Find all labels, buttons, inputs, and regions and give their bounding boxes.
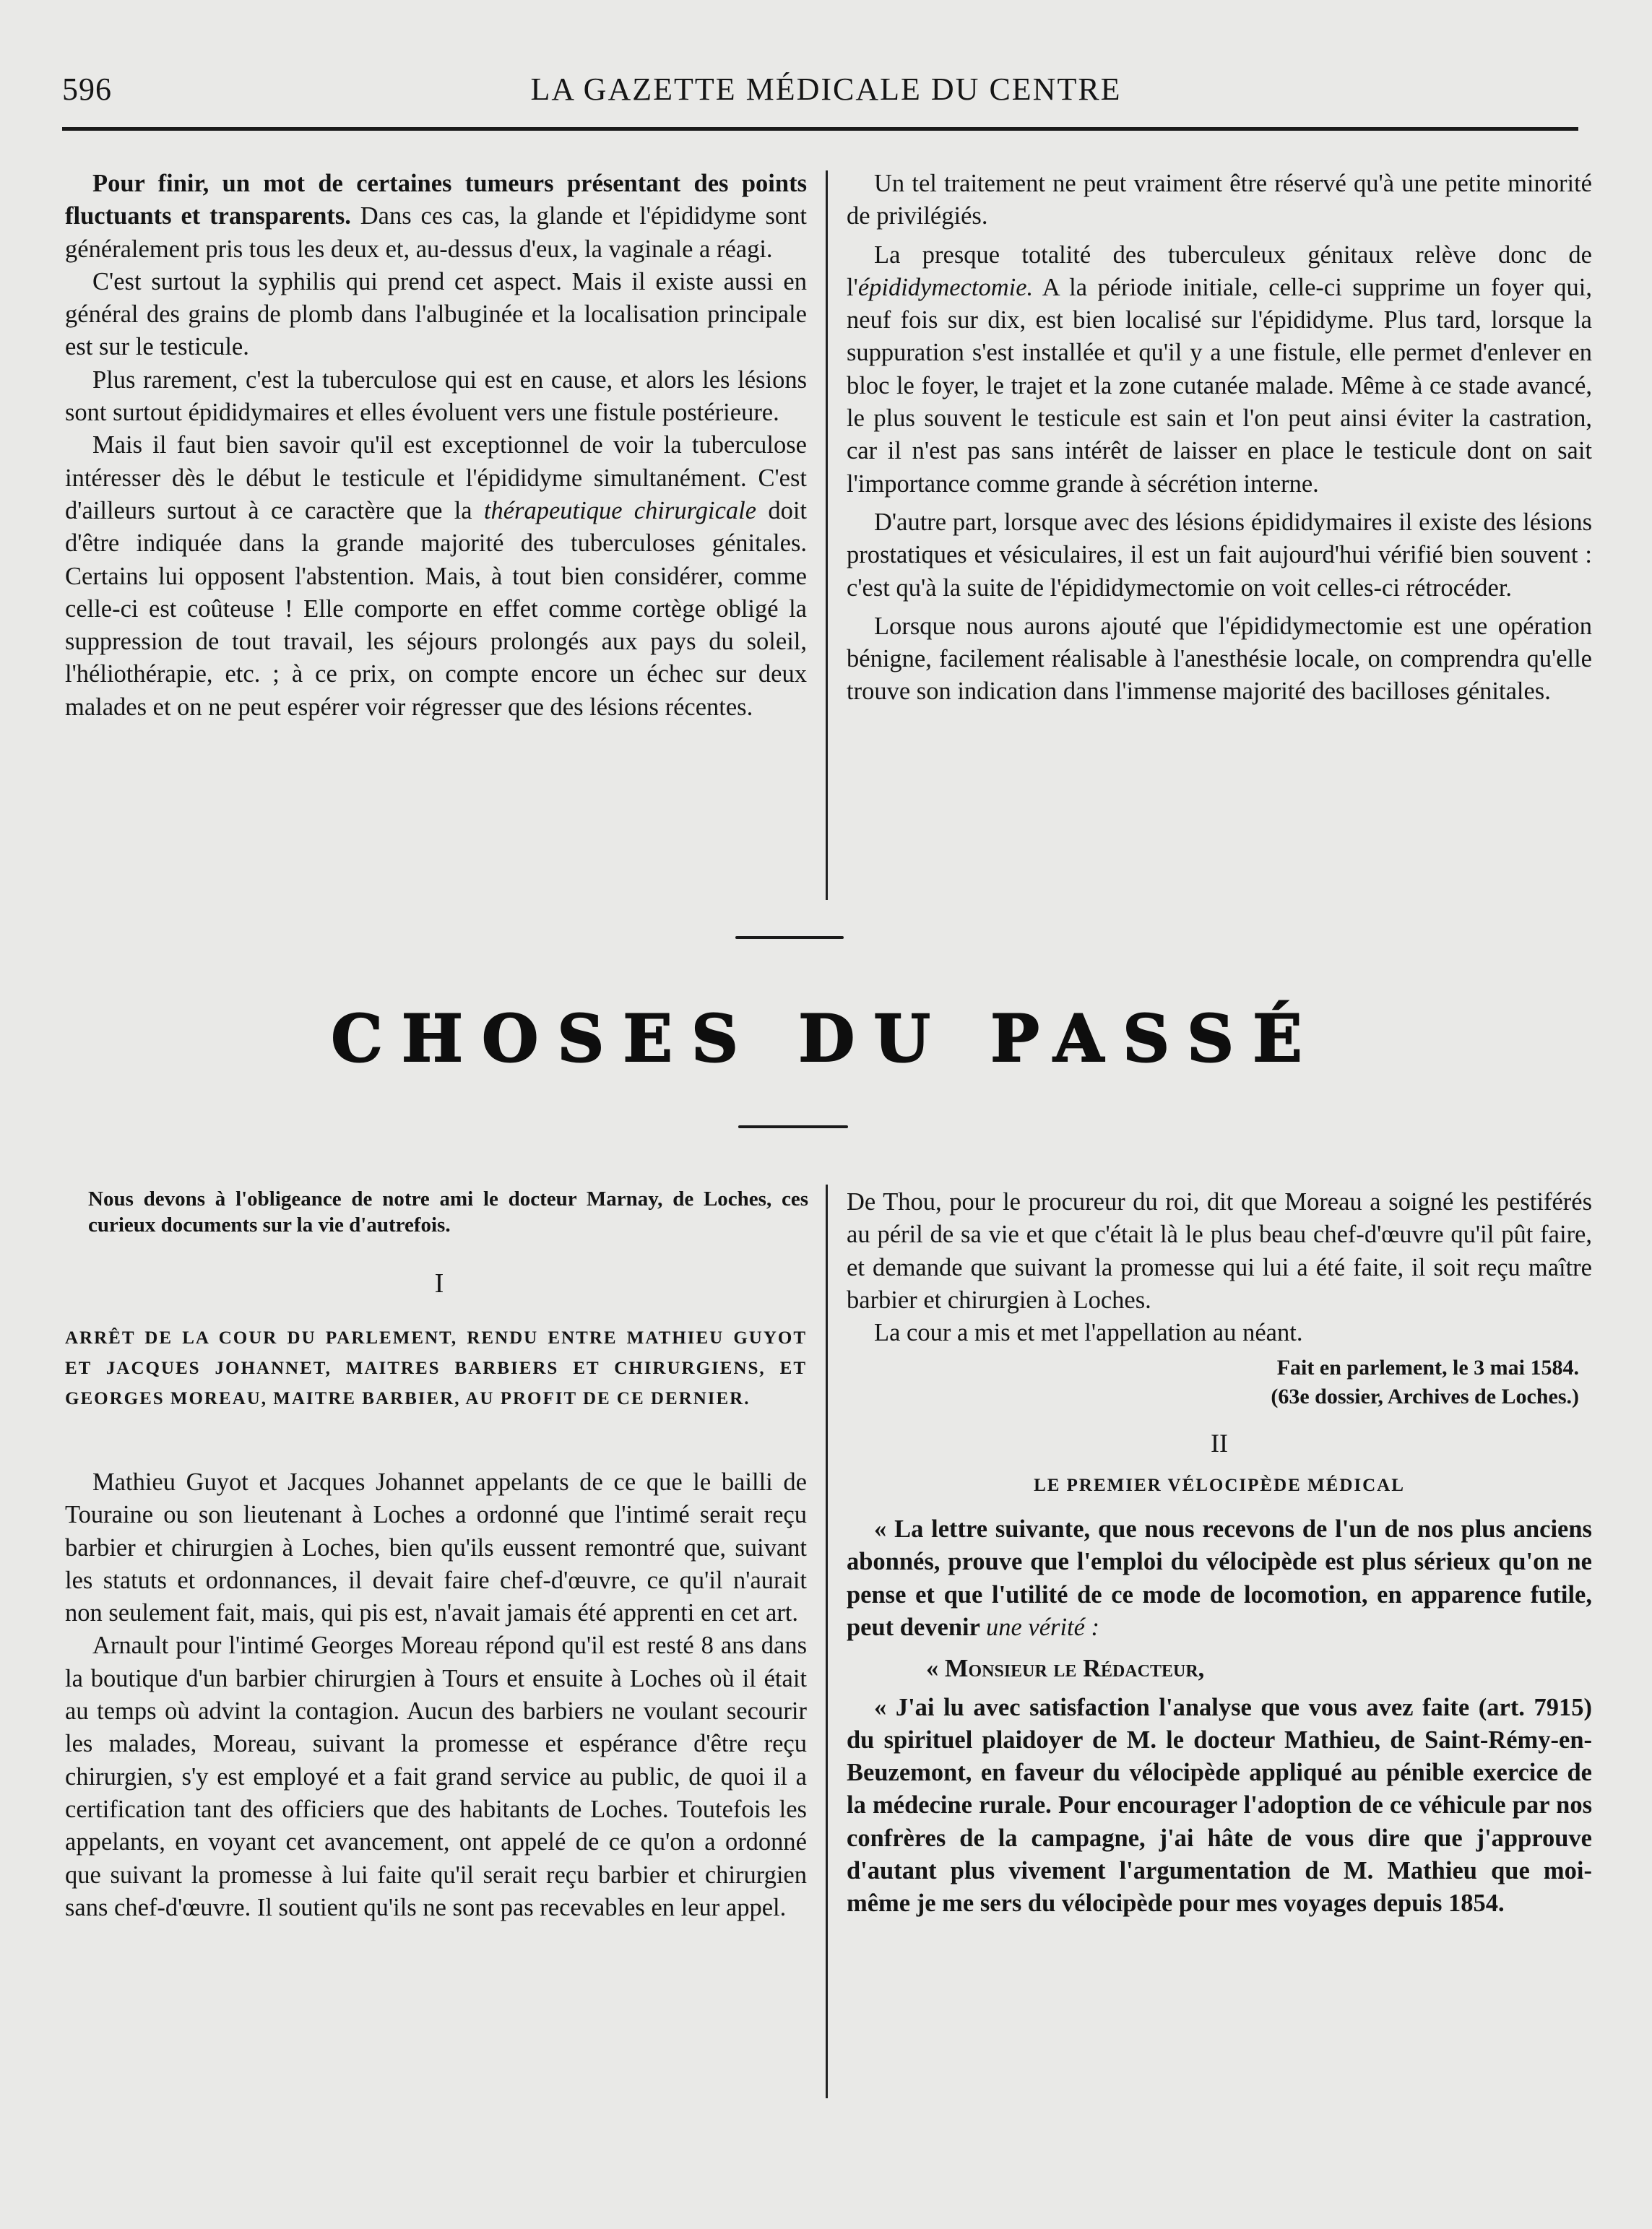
part1-title: ARRÊT DE LA COUR DU PARLEMENT, RENDU ENTRE MATHIEU GUYOT ET JACQUES JOHANNET, MAITRES BARBIERS ET CHIRURGIENS, ET GEORGES MOREAU, MAITRE BARBIER, AU PROFIT DE CE DERNIER. xyxy=(65,1328,807,1408)
part-numeral: I xyxy=(434,1268,444,1299)
italic-text: thérapeutique chirurgicale xyxy=(483,496,757,524)
header-rule xyxy=(62,127,1578,131)
paragraph: Mathieu Guyot et Jacques Johannet appelants de ce que le bailli de Touraine ou son lieutenant à Loches a ordonné que l'intimé serait reçu barbier et chirurgien à Loches, bien qu'ils eussent remontré que, suivant les statuts et ordonnances, il devait faire chef-d'œuvre, ce qu'il n'aurait non seulement fait, mais, qui pis est, n'avait jamais été apprenti en cet art. xyxy=(65,1468,807,1627)
signature-source: (63e dossier, Archives de Loches.) xyxy=(1271,1385,1579,1409)
paragraph-text: A la période initiale, celle-ci supprime un foyer qui, neuf fois sur dix, est bien localisé sur l'épididyme. Plus tard, lorsque la suppuration s'est installée et qu'il y a une fistule, elle permet d'enlever en bloc le foyer, le trajet et la zone cutanée malade. Même à ce stade avancé, le plus souvent le testicule est sain et l'on peut ainsi éviter la castration, car il n'est pas sans intérêt de laisser en place le testicule dont on sait l'importance comme grande à sécrétion interne. xyxy=(847,273,1592,498)
paragraph: De Thou, pour le procureur du roi, dit que Moreau a soigné les pestiférés au péril de sa vie et que c'était là le plus beau chef-d'œuvre qu'il pût faire, et demande que suivant la promesse qui lui a été faite, il soit reçu maître barbier et chirurgien à Loches. xyxy=(847,1188,1592,1314)
paragraph-text: La presque totalité des tuberculeux génitaux relève donc de l' xyxy=(847,241,1592,301)
paragraph: La cour a mis et met l'appellation au néant. xyxy=(874,1319,1303,1347)
paragraph xyxy=(65,429,807,724)
italic-text: épididymectomie. xyxy=(857,273,1034,301)
paragraph: Un tel traitement ne peut vraiment être réservé qu'à une petite minorité de privilégiés. xyxy=(847,170,1592,230)
letter-salutation: « Monsieur le Rédacteur, xyxy=(926,1655,1205,1683)
column-divider xyxy=(826,1185,828,2098)
paragraph: Plus rarement, c'est la tuberculose qui est en cause, et alors les lésions sont surtout épididymaires et elles évoluent vers une fistule postérieure. xyxy=(65,365,807,427)
page-number: 596 xyxy=(62,72,112,107)
article-top-left-column xyxy=(65,168,807,724)
part2-title: LE PREMIER VÉLOCIPÈDE MÉDICAL xyxy=(1034,1475,1405,1495)
paragraph: « J'ai lu avec satisfaction l'analyse que vous avez faite (art. 7915) du spirituel plaidoyer de M. le docteur Mathieu, de Saint-Rémy-en-Beuzemont, en faveur du vélocipède appliqué au pénible exercice de la médecine rurale. Pour encourager l'adoption de ce véhicule par nos confrères de la campagne, j'ai hâte de vous dire que j'approuve d'autant plus vivement l'argumentation de M. Mathieu que moi-même je me sers du vélocipède pour mes voyages depuis 1854. xyxy=(847,1693,1592,1918)
paragraph: Lorsque nous aurons ajouté que l'épididymectomie est une opération bénigne, facilement réalisable à l'anesthésie locale, on comprendra qu'elle trouve son indication dans l'immense majorité des bacilloses génitales. xyxy=(847,612,1592,706)
paragraph-text: Mais il faut bien savoir qu'il est exceptionnel de voir la tuberculose intéresser dès le début le testicule et l'épididyme simultanément. C'est d'ailleurs surtout à ce caractère que la xyxy=(65,431,807,524)
part-numeral: II xyxy=(1211,1429,1228,1458)
article-bottom-right-column xyxy=(847,1186,1592,1921)
bold-lead: Pour finir, un mot de certaines tumeurs présentant des points fluctuants et transparents. xyxy=(65,170,807,230)
signature-date: Fait en parlement, le 3 mai 1584. xyxy=(1276,1356,1579,1380)
paragraph xyxy=(847,1513,1592,1644)
paragraph xyxy=(65,168,807,266)
article-bottom-left-column xyxy=(65,1466,807,1924)
part1-heading xyxy=(65,1323,807,1414)
italic-text: une vérité : xyxy=(985,1613,1100,1641)
paragraph: Arnault pour l'intimé Georges Moreau répond qu'il est resté 8 ans dans la boutique d'un barbier chirurgien à Tours et ensuite à Loches où il était au temps où advint la contagion. Aucun des barbiers ne voulant secourir les malades, Moreau, suivant la promesse et espérance d'être reçu chirurgien, s'y est employé et a fait grand service au public, de quoi il a certification tant des officiers que des habitants de Loches. Toutefois les appelants, en voyant cet avancement, ont appelé de ce qu'on a ordonné que suivant la promesse à lui faite qu'il serait reçu barbier et chirurgien sans chef-d'œuvre. Il soutient qu'ils ne sont pas recevables en leur appel. xyxy=(65,1632,807,1921)
article-top-right-column xyxy=(847,168,1592,709)
ornament-rule-top xyxy=(735,936,844,939)
paragraph: C'est surtout la syphilis qui prend cet aspect. Mais il existe aussi en général des grains de plomb dans l'albuginée et la localisation principale est sur le testicule. xyxy=(65,267,807,361)
intro-text: Nous devons à l'obligeance de notre ami le docteur Marnay, de Loches, ces curieux documents sur la vie d'autrefois. xyxy=(88,1187,808,1237)
paragraph-text: Dans ces cas, la glande et l'épididyme sont généralement pris tous les deux et, au-dessus d'eux, la vaginale a réagi. xyxy=(65,202,807,263)
paragraph: D'autre part, lorsque avec des lésions épididymaires il existe des lésions prostatiques et vésiculaires, il est un fait aujourd'hui vérifié bien souvent : c'est qu'à la suite de l'épididymectomie on voit celles-ci rétrocéder. xyxy=(847,508,1592,602)
ornament-rule-bottom xyxy=(738,1125,848,1128)
page-header xyxy=(62,71,1590,114)
paragraph-text: « La lettre suivante, que nous recevons de l'un de nos plus anciens abonnés, prouve que l'emploi du vélocipède est plus sérieux qu'on ne pense et que l'utilité de ce mode de locomotion, en apparence futile, peut devenir xyxy=(847,1515,1592,1641)
paragraph-text: doit d'être indiquée dans la grande majorité des tuberculoses génitales. Certains lui opposent l'abstention. Mais, à tout bien considérer, comme celle-ci est coûteuse ! Elle comporte en effet comme cortège obligé la suppression de tout travail, les séjours prolongés aux pays du soleil, l'héliothérapie, etc. ; à ce prix, on compte encore un échec sur deux malades et on ne peut espérer voir régresser que des lésions récentes. xyxy=(65,496,808,721)
journal-title: LA GAZETTE MÉDICALE DU CENTRE xyxy=(530,72,1122,107)
section-title: CHOSES DU PASSÉ xyxy=(331,1000,1321,1077)
intro-note xyxy=(88,1186,808,1238)
paragraph xyxy=(847,239,1592,501)
column-divider xyxy=(826,170,828,900)
